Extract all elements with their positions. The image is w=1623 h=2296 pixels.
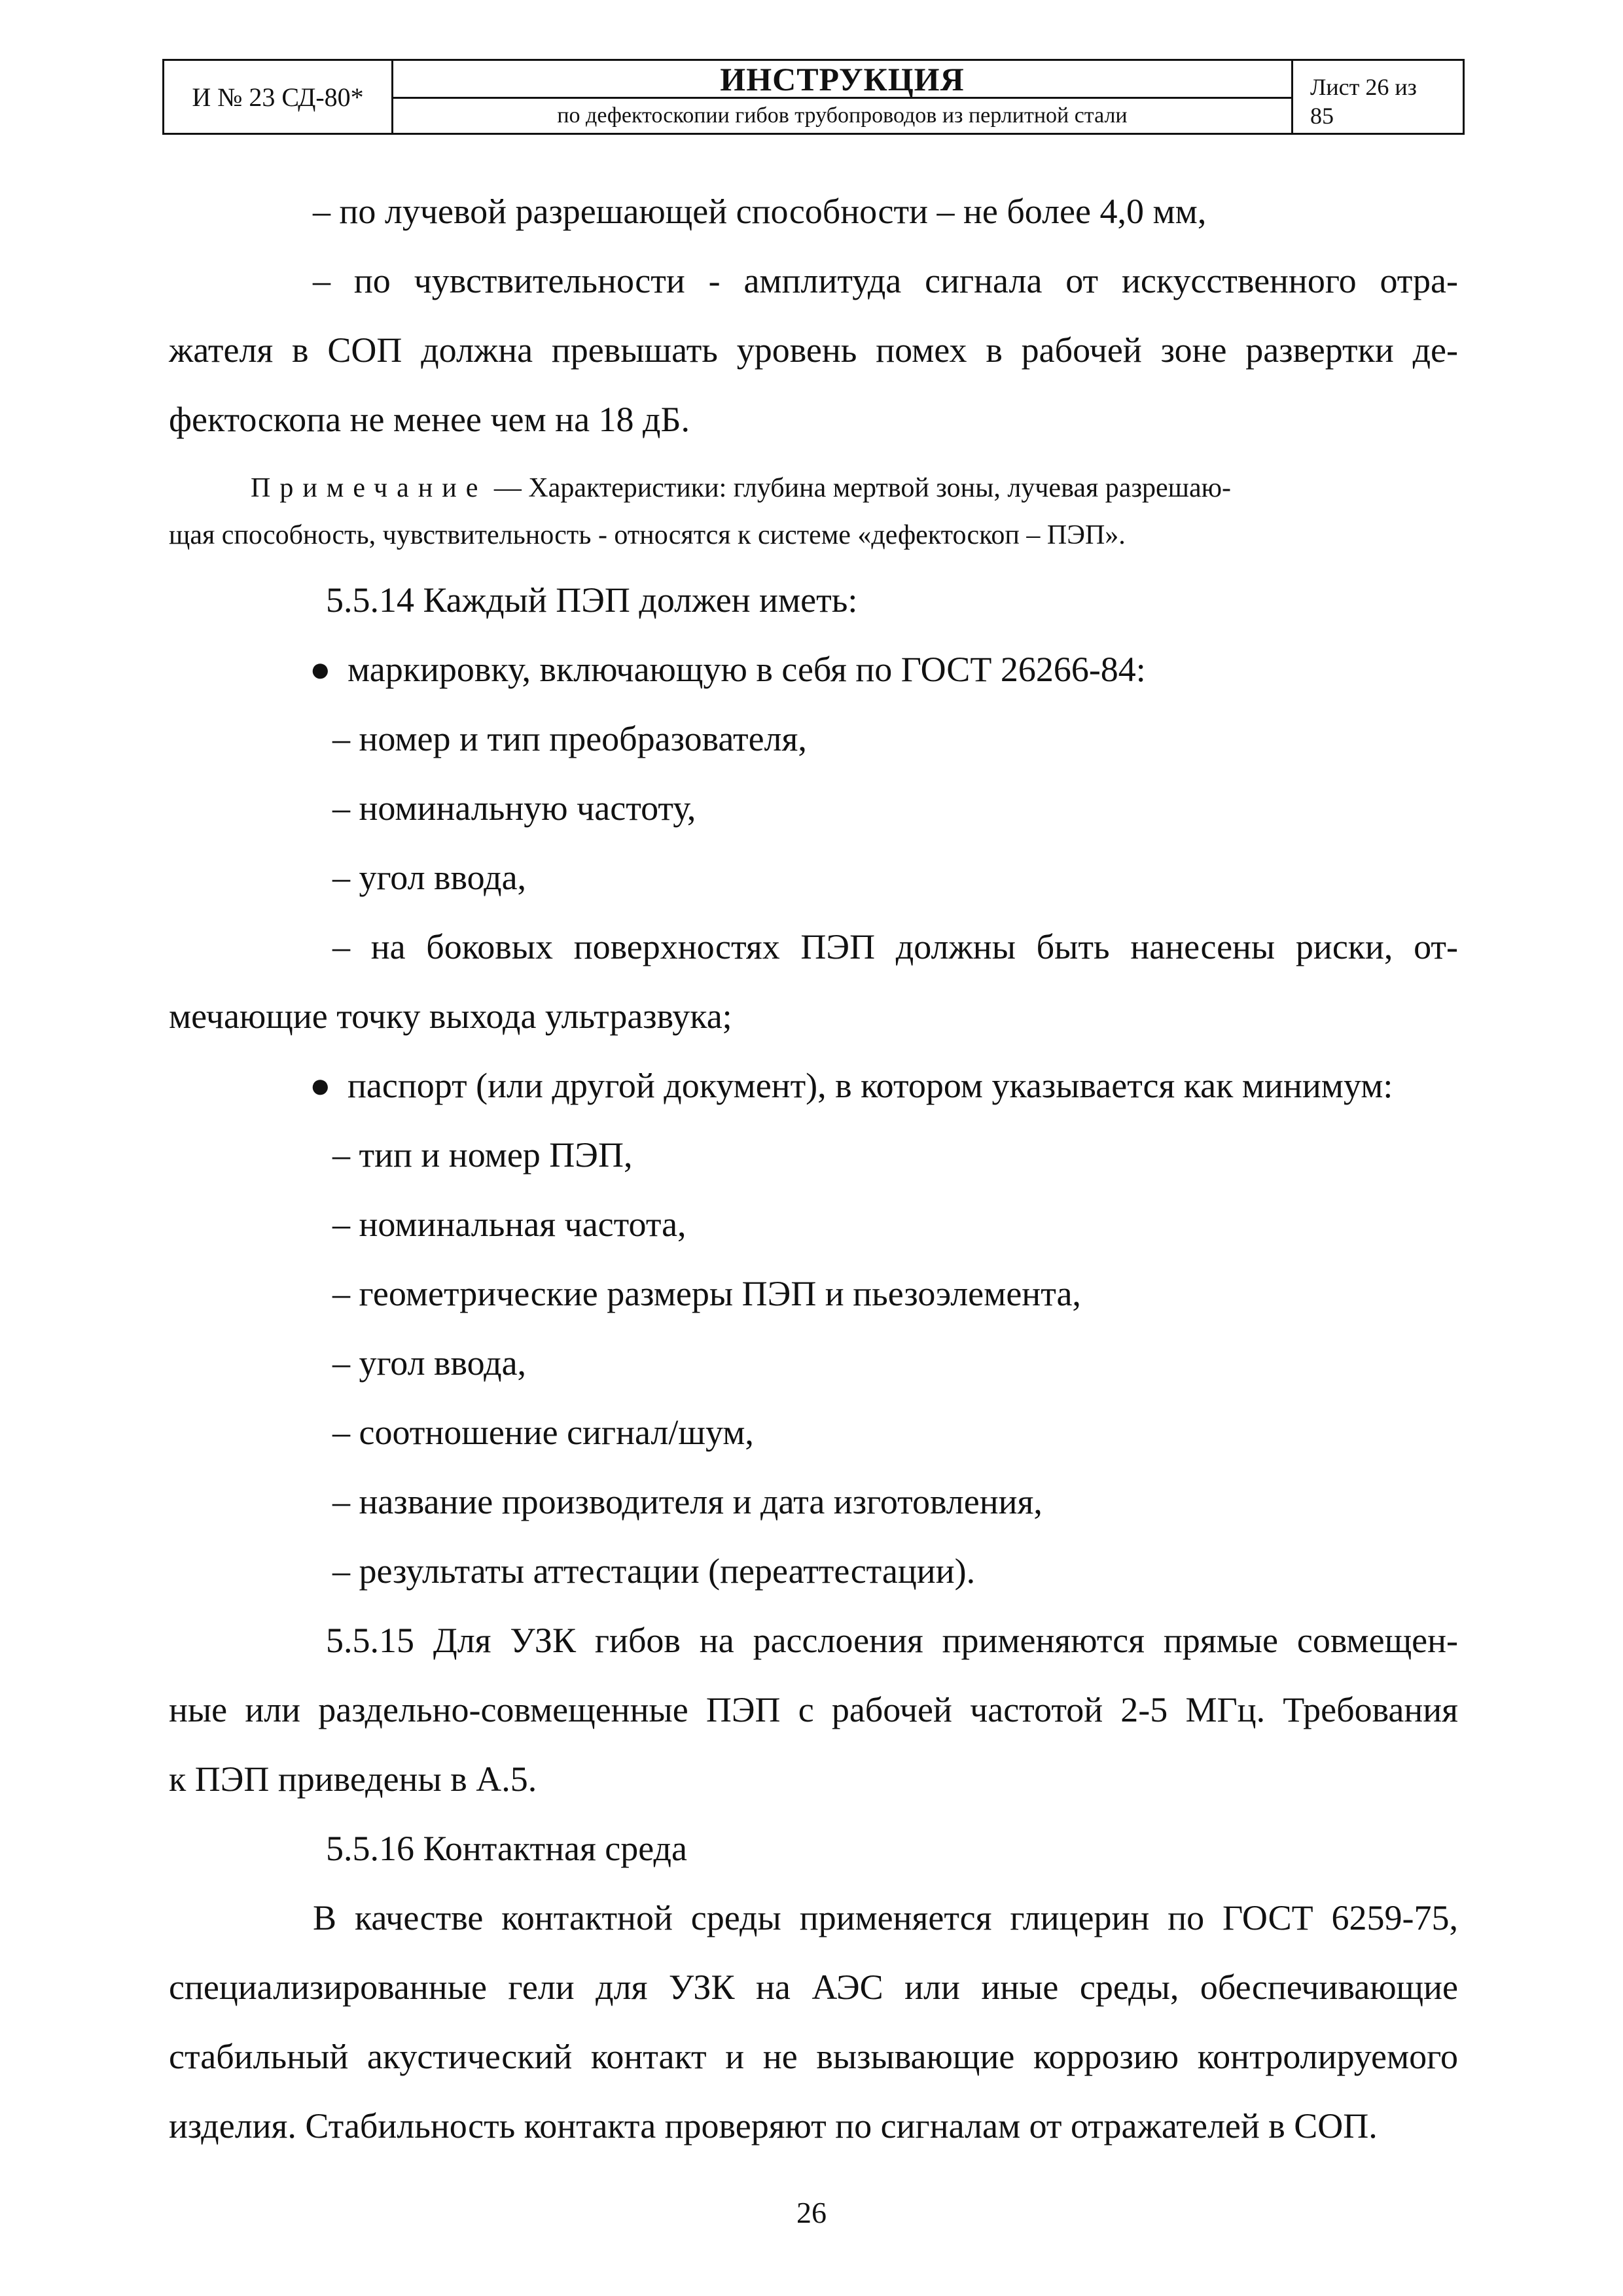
doc-subtitle: по дефектоскопии гибов трубопроводов из перлитной стали [557,103,1128,128]
text-line: – по лучевой разрешающей способности – не более 4,0 мм, [313,192,1207,231]
text-line: стабильный акустический контакт и не вызывающие коррозию контролируемого [169,2037,1458,2076]
document-header [162,59,1465,135]
text-line: ные или раздельно-совмещенные ПЭП с рабочей частотой 2-5 МГц. Требования [169,1690,1458,1729]
bullet-icon: ● [310,1066,331,1105]
header-center [393,61,1291,133]
list-item: – результаты аттестации (переаттестации). [332,1551,976,1591]
list-item: – тип и номер ПЭП, [332,1135,633,1174]
sheet-line-2: 85 [1310,103,1334,129]
text-line: фектоскопа не менее чем на 18 дБ. [169,400,690,439]
doc-number: И № 23 СД-80* [164,61,393,133]
list-item: – угол ввода, [332,1343,527,1383]
bullet-item [169,635,1458,704]
note-line [169,465,1458,512]
list-item: – номинальная частота, [332,1205,687,1244]
text-line: В качестве контактной среды применяется глицерин по ГОСТ 6259-75, [313,1898,1458,1937]
section-heading: 5.5.14 Каждый ПЭП должен иметь: [326,580,858,620]
sheet-line-1: Лист 26 из [1310,74,1417,100]
note-text: — Характеристики: глубина мертвой зоны, лучевая разрешаю- [487,473,1232,503]
list-item: – геометрические размеры ПЭП и пьезоэлемента, [332,1274,1081,1313]
doc-title: ИНСТРУКЦИЯ [393,61,1291,99]
text-line: жателя в СОП должна превышать уровень помех в рабочей зоне развертки де- [169,330,1458,370]
bullet-text: паспорт (или другой документ), в котором указывается как минимум: [348,1066,1393,1105]
list-item: – угол ввода, [332,858,527,897]
text-line: 5.5.15 Для УЗК гибов на расслоения применяются прямые совмещен- [326,1621,1458,1660]
page-number: 26 [796,2196,827,2229]
list-item: – номер и тип преобразователя, [332,719,807,758]
text-line: специализированные гели для УЗК на АЭС или иные среды, обеспечивающие [169,1968,1458,2007]
text-line: – по чувствительности - амплитуда сигнала от искусственного отра- [313,261,1458,300]
list-item: – название производителя и дата изготовления, [332,1482,1043,1521]
bullet-icon: ● [310,650,331,689]
section-heading: 5.5.16 Контактная среда [326,1829,687,1868]
note-label: Примечание [251,473,488,503]
sheet-info [1291,61,1463,133]
list-item: – на боковых поверхностях ПЭП должны быть нанесены риски, от- [332,927,1458,966]
text-line: к ПЭП приведены в А.5. [169,1759,537,1799]
bullet-item [169,1051,1458,1120]
note-line: щая способность, чувствительность - относятся к системе «дефектоскоп – ПЭП». [169,520,1126,550]
page-content [169,177,1458,2161]
text-line: изделия. Стабильность контакта проверяют по сигналам от отражателей в СОП. [169,2106,1378,2146]
list-item: – номинальную частоту, [332,788,696,828]
text-line: мечающие точку выхода ультразвука; [169,997,732,1036]
list-item: – соотношение сигнал/шум, [332,1413,754,1452]
bullet-text: маркировку, включающую в себя по ГОСТ 26266-84: [348,650,1146,689]
